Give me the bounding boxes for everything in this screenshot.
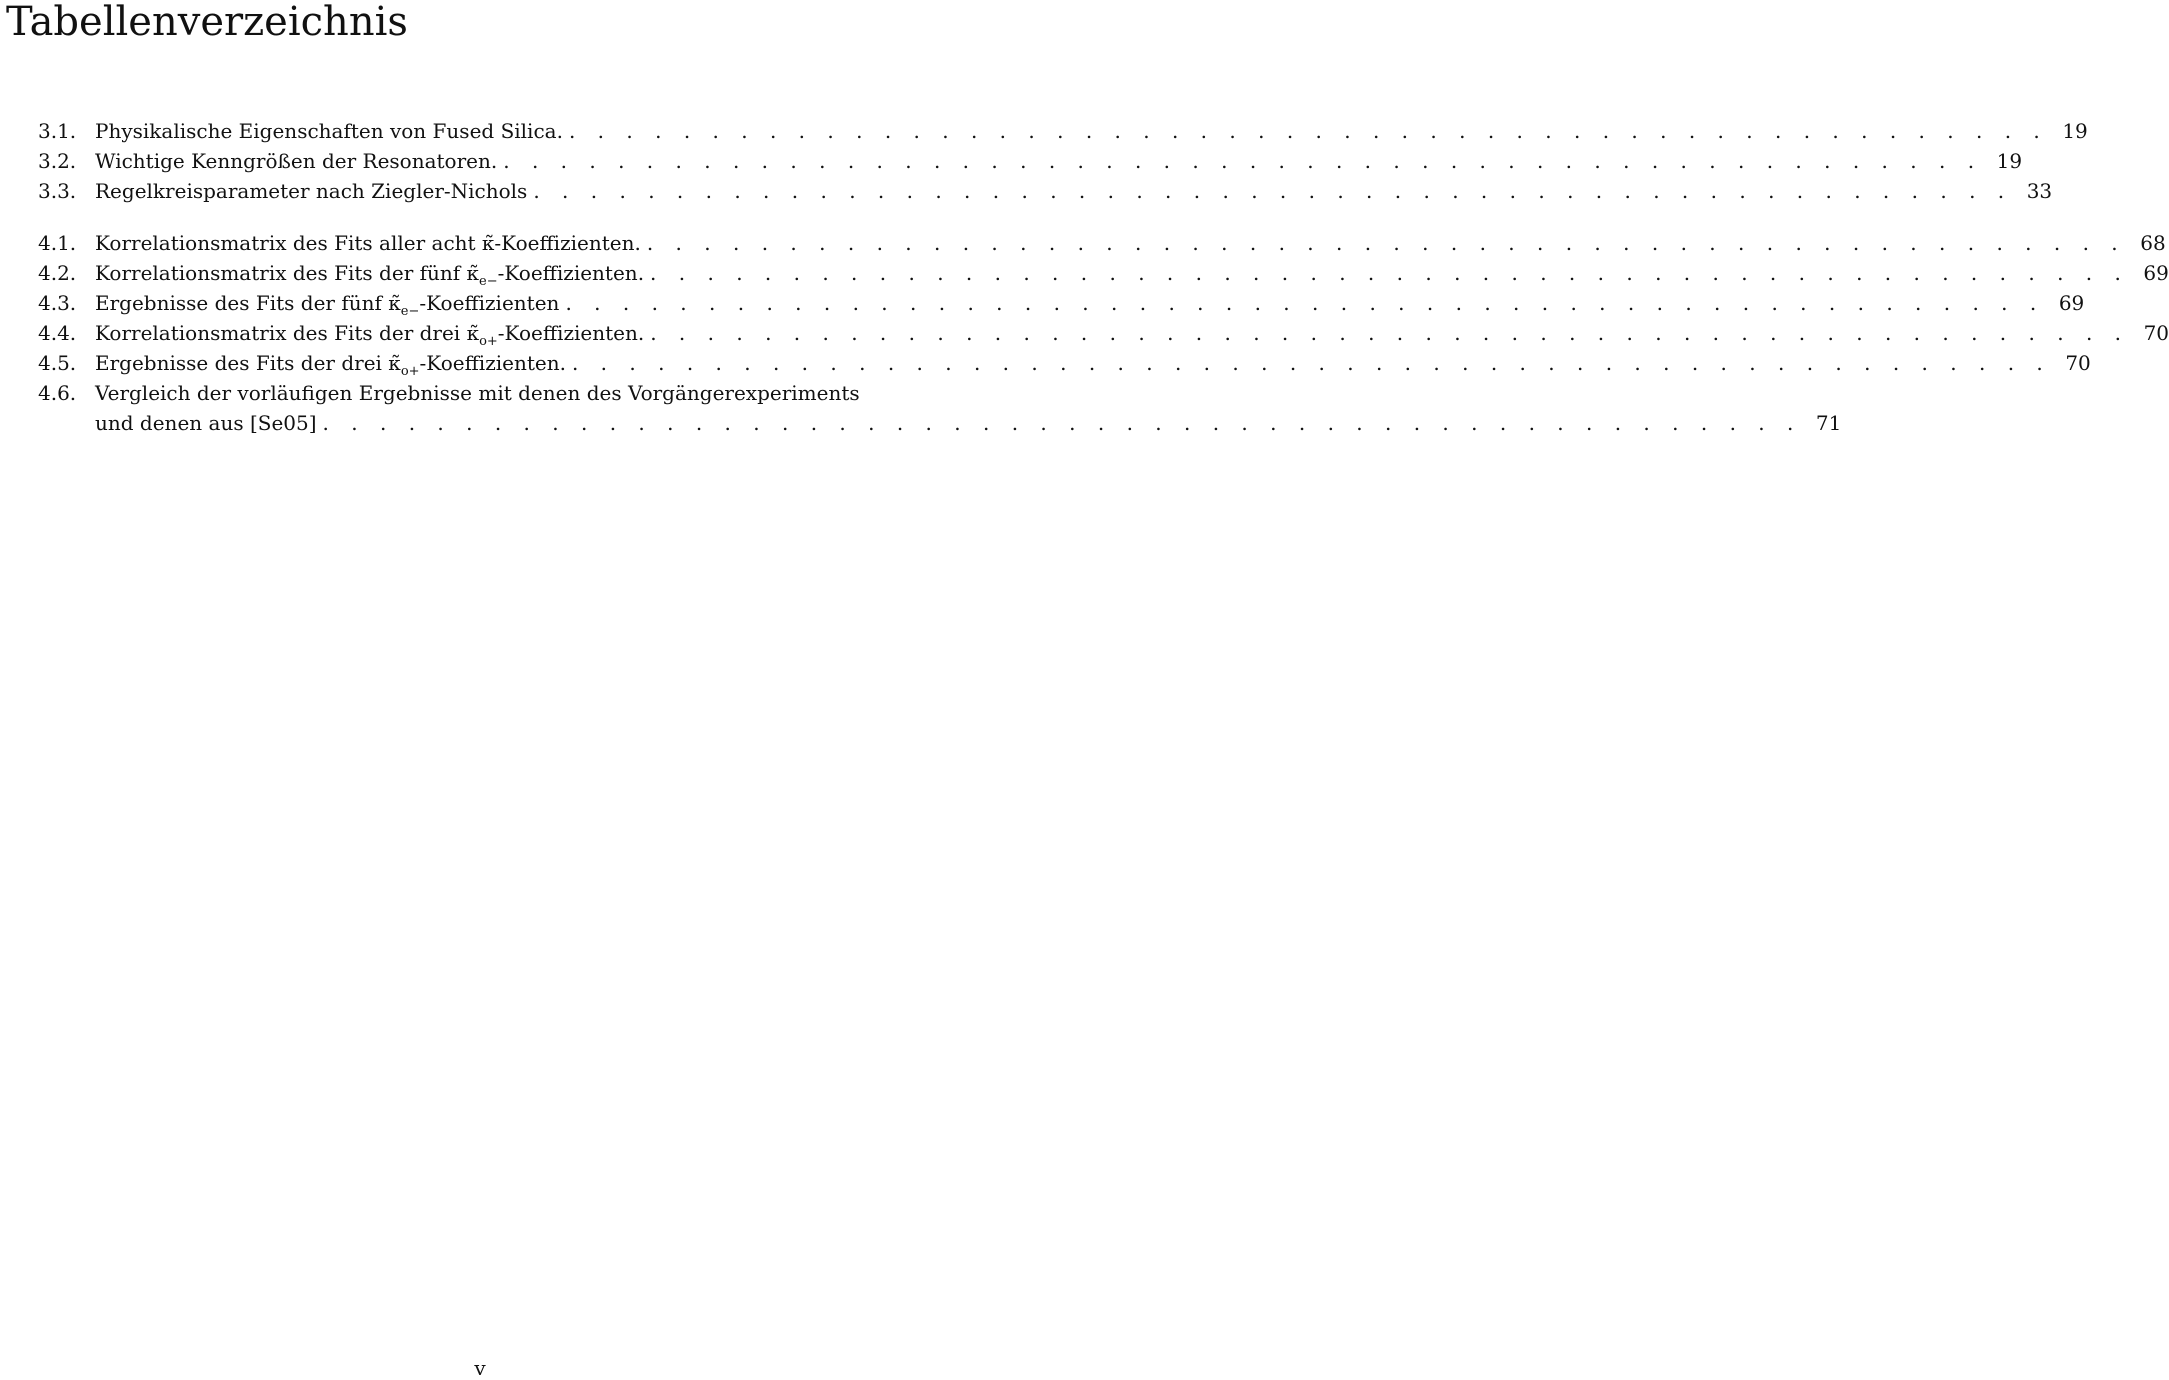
entry-title-main: Ergebnisse des Fits der drei κ̃ [95, 351, 401, 375]
entry-number: 4.2. [38, 261, 77, 285]
entry-title-subscript: o+ [479, 334, 498, 349]
entry-page: 69 [2058, 291, 2085, 315]
entry-title: Korrelationsmatrix des Fits aller acht κ̃-Koeffizienten. [95, 231, 641, 255]
entry-line-2 [95, 408, 1842, 438]
page-title: Tabellenverzeichnis [6, 0, 408, 45]
entry-title: Regelkreisparameter nach Ziegler-Nichols [95, 179, 528, 203]
leader-dots: . . . . . . . . . . . . . . . . . . . . . . . . . . . . . . . . . . . . . . . . . . . . . . . . . . . . [565, 291, 2045, 315]
entry-title-subscript: e− [479, 274, 498, 289]
entry-page: 70 [2065, 351, 2091, 375]
entry-title-line-2: und denen aus [Se05] [95, 411, 317, 435]
leader-dots: . . . . . . . . . . . . . . . . . . . . . . . . . . . . . . . . . . . . . . . . . . . . . . . . . . . . [650, 321, 2130, 345]
entry-number: 3.3. [38, 179, 77, 203]
toc-group-chapter-4 [38, 228, 2169, 438]
table-of-tables [38, 116, 2169, 460]
entry-page: 33 [2026, 179, 2053, 203]
leader-dots: . . . . . . . . . . . . . . . . . . . . . . . . . . . . . . . . . . . . . . . . . . . . . . . . . . . . [646, 231, 2126, 255]
entry-page: 19 [2062, 119, 2088, 143]
entry-title-main: Korrelationsmatrix des Fits der drei κ̃ [95, 321, 480, 345]
entry-page: 69 [2143, 261, 2169, 285]
entry-title-subscript: e− [400, 304, 420, 319]
entry-number: 3.2. [38, 149, 77, 173]
entry-title: Physikalische Eigenschaften von Fused Silica. [95, 119, 563, 143]
toc-entry[interactable] [38, 378, 1842, 438]
entry-title-suffix: -Koeffizienten. [497, 321, 645, 345]
entry-number: 3.1. [38, 119, 77, 143]
leader-dots: . . . . . . . . . . . . . . . . . . . . . . . . . . . . . . . . . . . . . . . . . . . . . . . . . . . . [650, 261, 2129, 285]
toc-entry[interactable] [38, 116, 2088, 146]
entry-number: 4.1. [38, 231, 77, 255]
entry-number: 4.5. [38, 351, 77, 375]
toc-entry[interactable] [38, 318, 2169, 349]
toc-group-chapter-3 [38, 116, 2088, 206]
leader-dots: . . . . . . . . . . . . . . . . . . . . . . . . . . . . . . . . . . . . . . . . . . . . . . . . . . . . [533, 179, 2013, 203]
entry-title-subscript: o+ [400, 364, 420, 379]
entry-title: Wichtige Kenngrößen der Resonatoren. [95, 149, 498, 173]
leader-dots: . . . . . . . . . . . . . . . . . . . . . . . . . . . . . . . . . . . . . . . . . . . . . . . . . . . . [568, 119, 2048, 143]
entry-title-line-1: Vergleich der vorläufigen Ergebnisse mit denen des Vorgängerexperiments [95, 381, 860, 405]
toc-entry[interactable] [38, 258, 2169, 289]
entry-page: 71 [1815, 411, 1842, 435]
entry-page: 68 [2140, 231, 2166, 255]
entry-number: 4.6. [38, 381, 77, 405]
entry-title-suffix: -Koeffizienten. [497, 261, 645, 285]
toc-entry[interactable] [38, 176, 2053, 206]
page-number-footer: v [474, 1356, 486, 1380]
toc-entry[interactable] [38, 228, 2166, 258]
toc-entry[interactable] [38, 146, 2023, 176]
leader-dots: . . . . . . . . . . . . . . . . . . . . . . . . . . . . . . . . . . . . . . . . . . . . . . . . . . . . [571, 351, 2051, 375]
entry-title-main: Ergebnisse des Fits der fünf κ̃ [95, 291, 401, 315]
entry-number: 4.3. [38, 291, 77, 315]
entry-body [95, 378, 1842, 438]
entry-title-main: Korrelationsmatrix des Fits der fünf κ̃ [95, 261, 480, 285]
entry-title-suffix: -Koeffizienten [419, 291, 560, 315]
toc-entry[interactable] [38, 288, 2085, 319]
leader-dots: . . . . . . . . . . . . . . . . . . . . . . . . . . . . . . . . . . . . . . . . . . . . . . . . . . . . [322, 411, 1802, 435]
entry-page: 19 [1996, 149, 2023, 173]
entry-number: 4.4. [38, 321, 77, 345]
entry-title-suffix: -Koeffizienten. [419, 351, 566, 375]
entry-line-1 [95, 378, 960, 408]
toc-entry[interactable] [38, 348, 2091, 379]
entry-page: 70 [2143, 321, 2169, 345]
leader-dots: . . . . . . . . . . . . . . . . . . . . . . . . . . . . . . . . . . . . . . . . . . . . . . . . . . . . [503, 149, 1983, 173]
